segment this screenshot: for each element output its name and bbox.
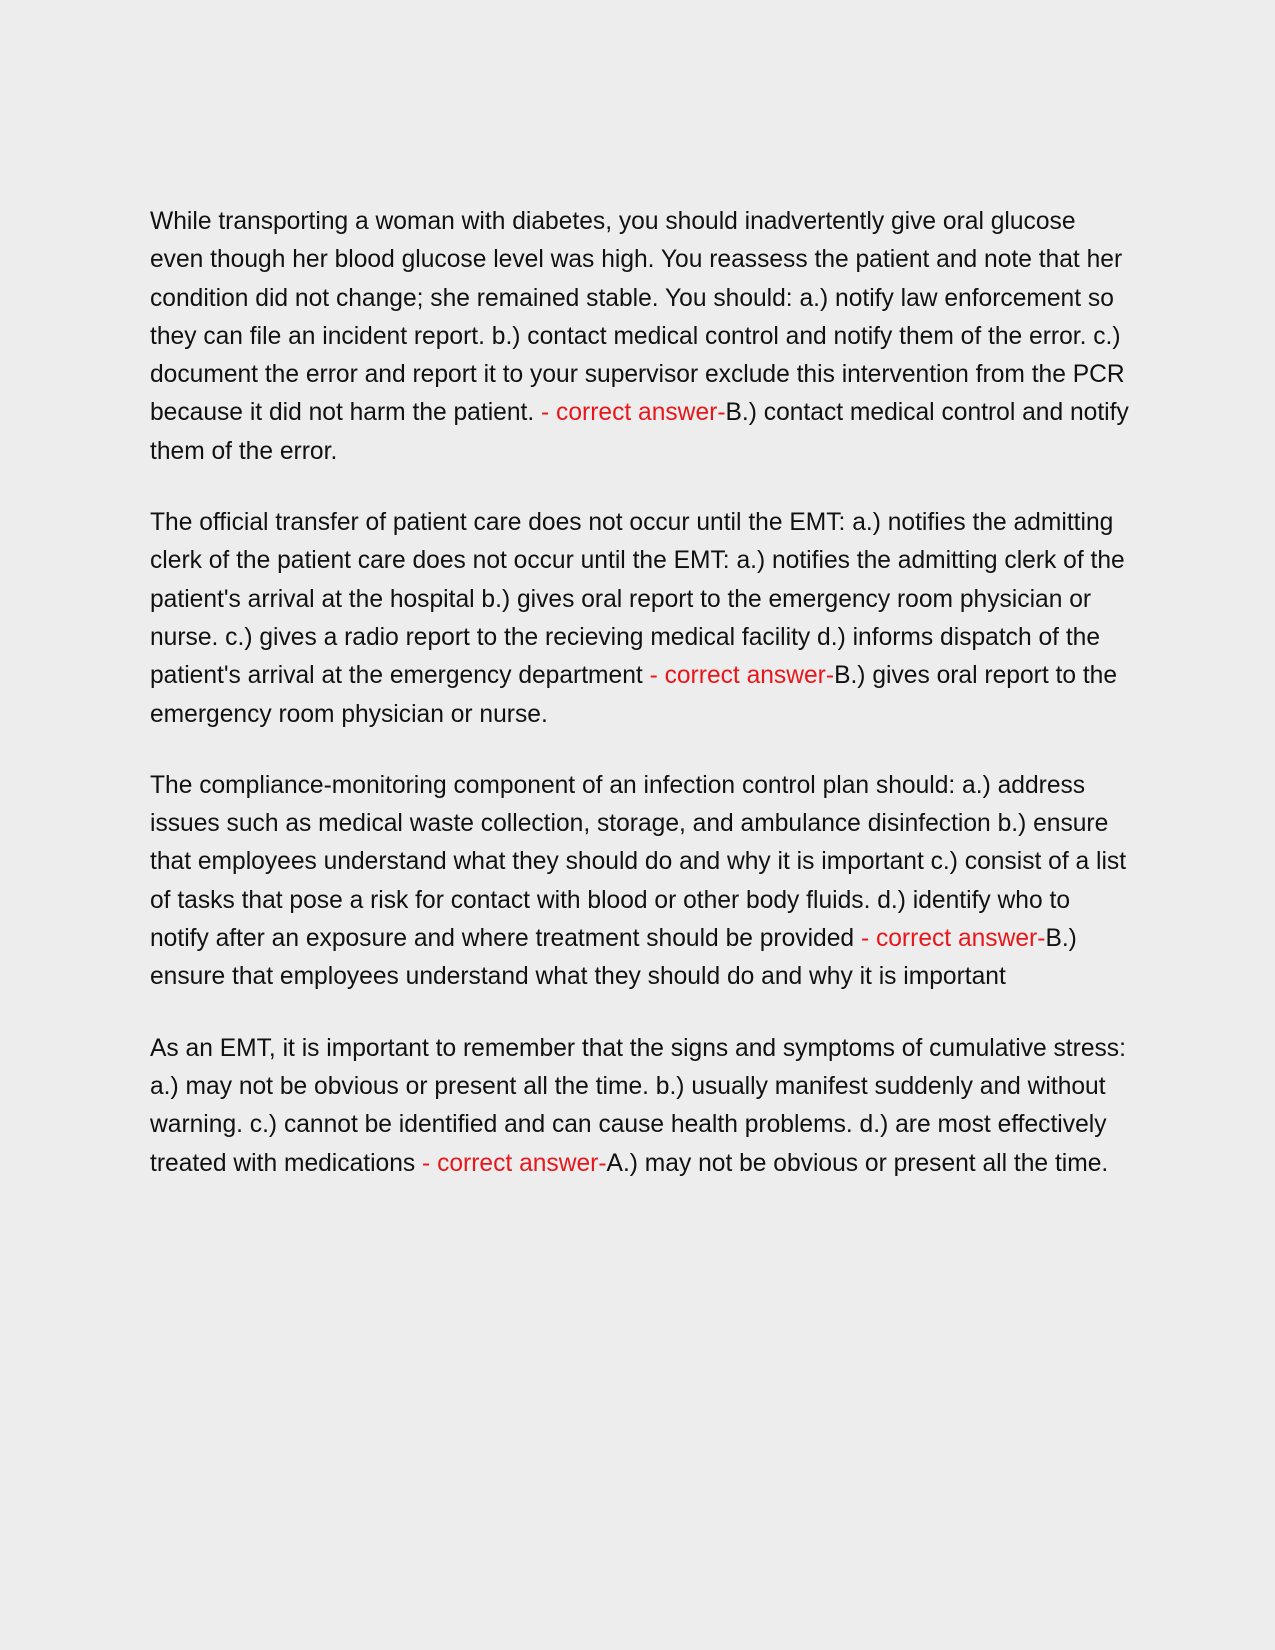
qa-item-3 [150, 767, 1135, 997]
qa-item-1 [150, 203, 1135, 471]
document-page [150, 203, 1135, 1183]
correct-answer-marker: - correct answer- [541, 399, 726, 427]
correct-answer-marker: - correct answer- [649, 662, 835, 690]
question-text: While transporting a woman with diabetes, you should inadvertently give oral glucose even though her blood glucose level was high. You reassess the patient and note that her condition did not change; she remained stable. You should: a.) notify law enforcement so they can file an incident report. b.) contact medical control and notify them of the error. c.) document the error and report it to your supervisor exclude this intervention from the PCR because it did not harm the patient. [150, 208, 1125, 427]
qa-item-2 [150, 504, 1135, 734]
answer-text: B.) ensure that employees understand what they should do and why it is important [150, 925, 1077, 991]
answer-text: B.) gives oral report to the emergency room physician or nurse. [150, 662, 1118, 728]
correct-answer-marker: - correct answer- [860, 925, 1046, 953]
answer-text: B.) contact medical control and notify them of the error. [150, 399, 1129, 465]
answer-text: A.) may not be obvious or present all the time. [606, 1149, 1109, 1177]
correct-answer-marker: - correct answer- [422, 1149, 607, 1177]
question-text: The compliance-monitoring component of an infection control plan should: a.) address issues such as medical waste collection, storage, and ambulance disinfection b.) ensure that employees understand what they should do and why it is important c.) consist of a list of tasks that pose a risk for contact with blood or other body fluids. d.) identify who to notify after an exposure and where treatment should be provided [150, 771, 1127, 953]
qa-item-4 [150, 1030, 1135, 1183]
question-text: As an EMT, it is important to remember that the signs and symptoms of cumulative stress: a.) may not be obvious or present all the time. b.) usually manifest suddenly and without warning. c.) cannot be identified and can cause health problems. d.) are most effectively treated with medications [150, 1034, 1126, 1177]
question-text: The official transfer of patient care does not occur until the EMT: a.) notifies the admitting clerk of the patient care does not occur until the EMT: a.) notifies the admitting clerk of the patient's arrival at the hospital b.) gives oral report to the emergency room physician or nurse. c.) gives a radio report to the recieving medical facility d.) informs dispatch of the patient's arrival at the emergency department [150, 509, 1125, 690]
